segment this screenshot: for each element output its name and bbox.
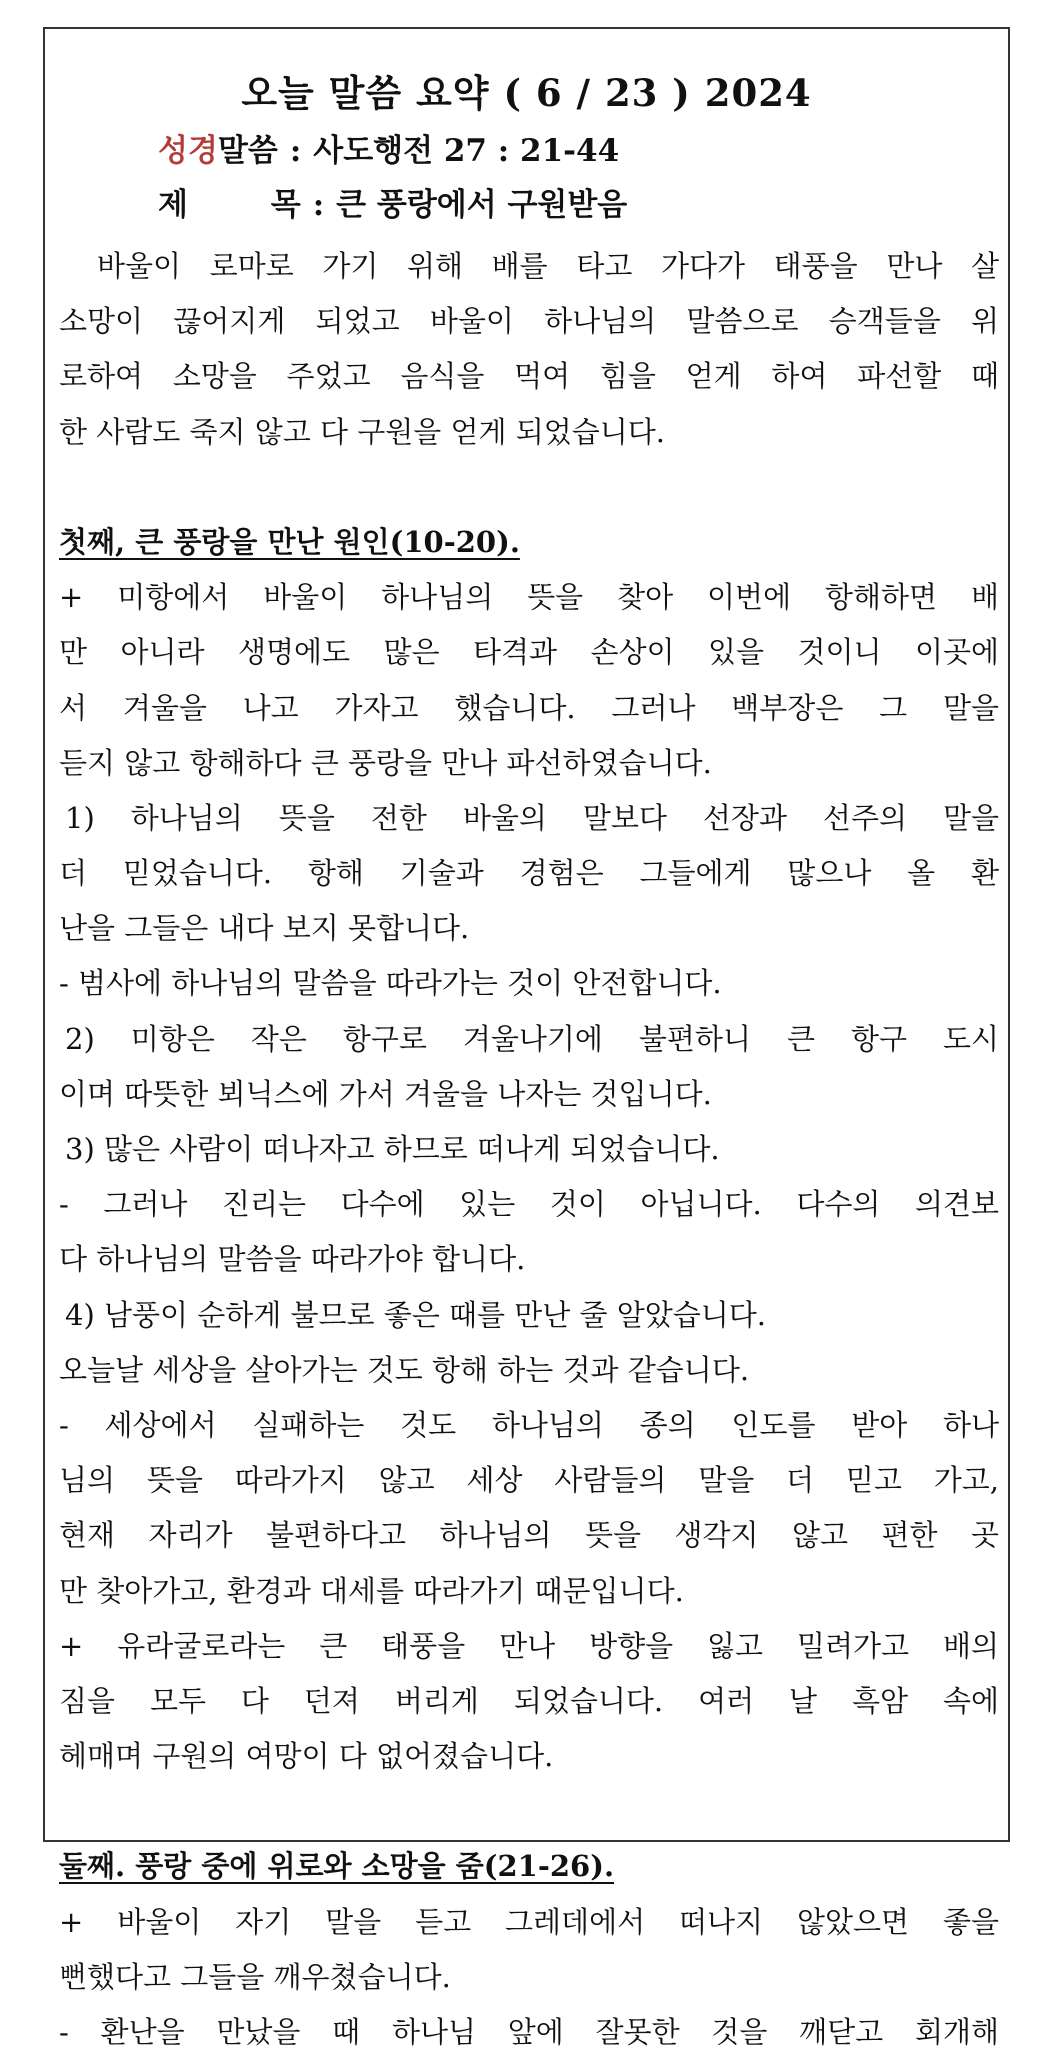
scripture-label: 말씀: [217, 133, 278, 169]
scripture-label-prefix: 성경: [158, 133, 218, 169]
section1-line: 이며 따뜻한 뵈닉스에 가서 겨울을 나자는 것입니다.: [59, 1076, 712, 1111]
section1-line: 서 겨울을 나고 가자고 했습니다. 그러나 백부장은 그 말을: [59, 690, 999, 725]
blank-line: [59, 1784, 999, 1839]
section1-line: 현재 자리가 불편하다고 하나님의 뜻을 생각지 않고 편한 곳: [59, 1518, 999, 1553]
section1-line: - 범사에 하나님의 말씀을 따라가는 것이 안전합니다.: [59, 966, 722, 1001]
section-heading-2-text: 둘째. 풍랑 중에 위로와 소망을 줌(21-26).: [59, 1849, 615, 1884]
scripture-value: 사도행전 27 : 21-44: [313, 133, 620, 169]
section1-line: 4) 남풍이 순하게 불므로 좋은 때를 만난 줄 알았습니다.: [65, 1297, 767, 1332]
section1-line: 다 하나님의 말씀을 따라가야 합니다.: [59, 1242, 526, 1277]
scripture-line: [158, 125, 619, 170]
section1-line: - 그러나 진리는 다수에 있는 것이 아닙니다. 다수의 의견보: [59, 1187, 999, 1222]
section1-line: 만 찾아가고, 환경과 대세를 따라가기 때문입니다.: [59, 1573, 684, 1608]
section2-line: - 환난을 만났을 때 하나님 앞에 잘못한 것을 깨닫고 회개해: [59, 2015, 999, 2049]
intro-line: 한 사람도 죽지 않고 다 구원을 얻게 되었습니다.: [59, 414, 666, 449]
intro-line: 바울이 로마로 가기 위해 배를 타고 가다가 태풍을 만나 살: [97, 249, 999, 283]
section1-line: 더 믿었습니다. 항해 기술과 경험은 그들에게 많으나 올 환: [59, 856, 999, 891]
subject-colon: :: [312, 187, 325, 223]
sermon-body: [59, 239, 999, 2060]
section1-line: 난을 그들은 내다 보지 못합니다.: [59, 911, 470, 946]
section1-line: 짐을 모두 다 던져 버리게 되었습니다. 여러 날 흑암 속에: [59, 1683, 999, 1718]
intro-line: 로하여 소망을 주었고 음식을 먹여 힘을 얻게 하여 파선할 때: [59, 359, 999, 394]
document-frame: [43, 27, 1010, 2049]
section1-line: 헤매며 구원의 여망이 다 없어졌습니다.: [59, 1739, 554, 1774]
section1-line: - 세상에서 실패하는 것도 하나님의 종의 인도를 받아 하나: [59, 1407, 999, 1442]
section2-line: + 바울이 자기 말을 듣고 그레데에서 떠나지 않았으면 좋을: [59, 1904, 999, 1939]
section1-line: 3) 많은 사람이 떠나자고 하므로 떠나게 되었습니다.: [65, 1132, 720, 1166]
section1-line: 듣지 않고 항해하다 큰 풍랑을 만나 파선하였습니다.: [59, 745, 712, 780]
section-heading-1: [59, 515, 999, 570]
page-title: [45, 63, 1008, 117]
title-date: ( 6 / 23 ) 2024: [503, 71, 812, 115]
subject-value: 큰 풍랑에서 구원받음: [336, 187, 628, 223]
blank-line: [59, 460, 999, 515]
section1-line: 만 아니라 생명에도 많은 타격과 손상이 있을 것이니 이곳에: [59, 635, 999, 670]
section-heading-1-text: 첫째, 큰 풍랑을 만난 원인(10-20).: [59, 524, 520, 559]
section1-line: + 미항에서 바울이 하나님의 뜻을 찾아 이번에 항해하면 배: [59, 580, 999, 615]
section1-line: 오늘날 세상을 살아가는 것도 항해 하는 것과 같습니다.: [59, 1352, 750, 1387]
subject-line: [158, 179, 627, 224]
section1-line: 1) 하나님의 뜻을 전한 바울의 말보다 선장과 선주의 말을: [65, 800, 999, 835]
subject-label: 제 목: [158, 187, 301, 223]
scripture-colon: :: [289, 133, 302, 169]
section1-line: 님의 뜻을 따라가지 않고 세상 사람들의 말을 더 믿고 가고,: [59, 1463, 999, 1498]
section-heading-2: [59, 1839, 999, 1894]
title-text: 오늘 말씀 요약: [241, 71, 490, 115]
section2-line: 뻔했다고 그들을 깨우쳤습니다.: [59, 1959, 451, 1994]
intro-line: 소망이 끊어지게 되었고 바울이 하나님의 말씀으로 승객들을 위: [59, 304, 999, 339]
section1-line: + 유라굴로라는 큰 태풍을 만나 방향을 잃고 밀려가고 배의: [59, 1628, 999, 1663]
section1-line: 2) 미항은 작은 항구로 겨울나기에 불편하니 큰 항구 도시: [65, 1021, 999, 1056]
